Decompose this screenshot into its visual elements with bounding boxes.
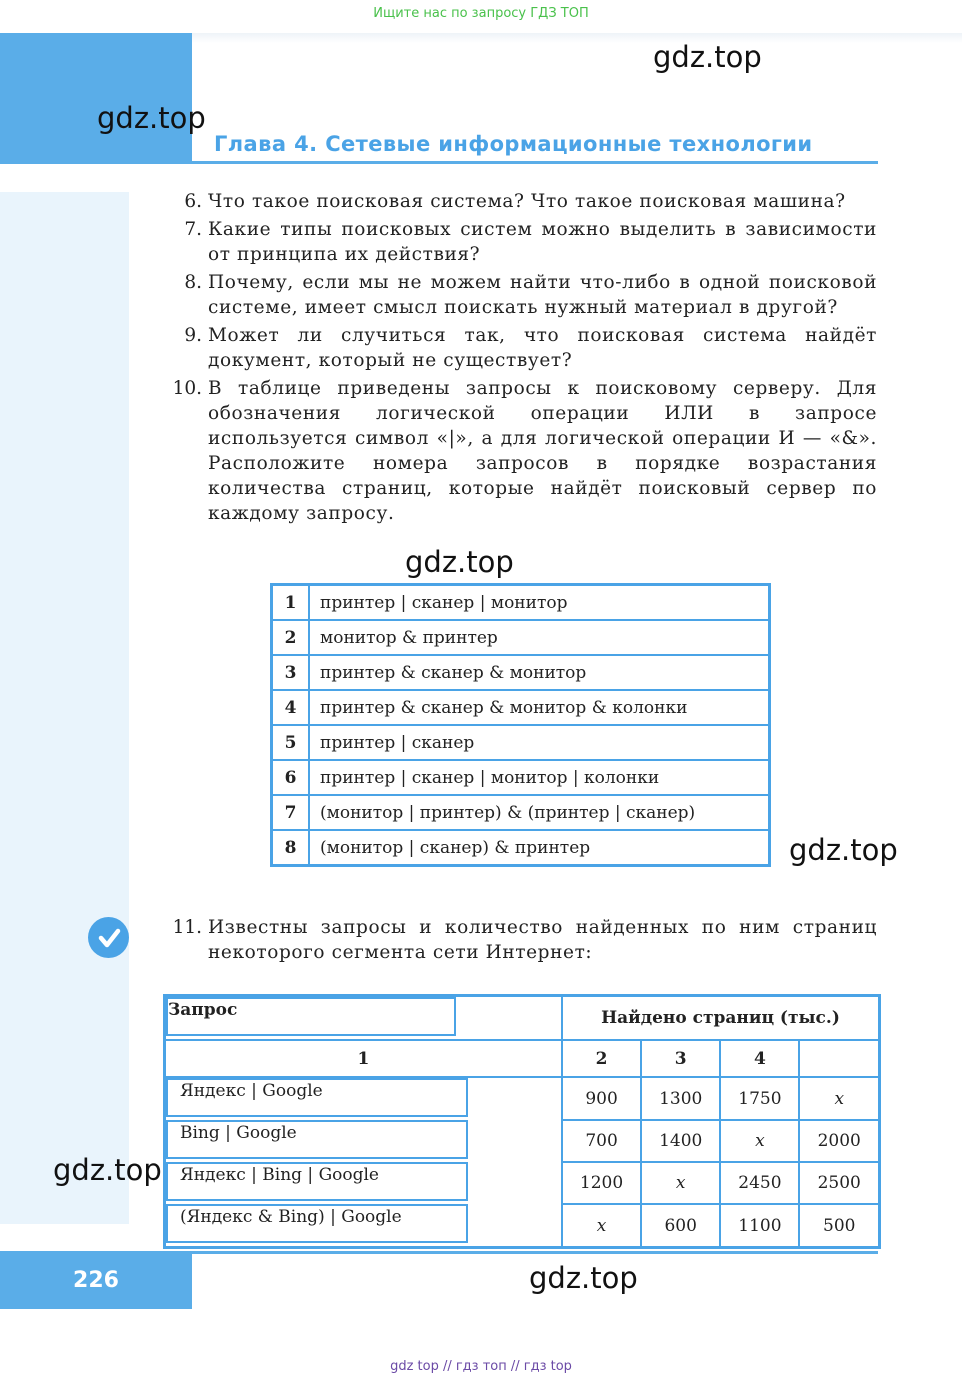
value-cell: x — [562, 1204, 641, 1248]
value-cell: x — [799, 1077, 879, 1120]
value-cell: 1200 — [562, 1162, 641, 1204]
column-header: 3 — [641, 1040, 720, 1077]
question-text: В таблице приведены запросы к поисковому серверу. Для обозначения логической операции ИЛИ в запросе используется символ «|», а для логической операции И — «&». Расположите номера запросов в порядке возрастания количества страниц, которые найдёт поисковый сервер по каждому запросу. — [208, 378, 877, 524]
value-cell: 1750 — [720, 1077, 799, 1120]
question-text: Какие типы поисковых систем можно выделить в зависимости от принципа их действия? — [208, 219, 877, 265]
row-number: 2 — [272, 620, 310, 655]
row-number: 1 — [272, 585, 310, 621]
query-cell: монитор & принтер — [309, 620, 770, 655]
table-row — [272, 655, 770, 690]
table-header-row — [165, 1040, 880, 1077]
footer-text: gdz top // гдз топ // гдз top — [390, 1359, 572, 1374]
header-shadow — [192, 33, 962, 43]
value-cell: 900 — [562, 1077, 641, 1120]
question-number: 9. — [184, 325, 202, 346]
watermark: gdz.top — [97, 101, 206, 135]
queries-table — [270, 583, 771, 867]
question — [160, 189, 877, 214]
value-cell: x — [641, 1162, 720, 1204]
footer-rule — [192, 1251, 878, 1254]
row-number: 8 — [272, 830, 310, 866]
value-cell: 2450 — [720, 1162, 799, 1204]
top-banner: Ищите нас по запросу ГДЗ ТОП — [373, 6, 589, 21]
query-cell: принтер | сканер | монитор | колонки — [309, 760, 770, 795]
value-cell: 2500 — [799, 1162, 879, 1204]
query-cell: (монитор | принтер) & (принтер | сканер) — [309, 795, 770, 830]
row-number: 6 — [272, 760, 310, 795]
watermark: gdz.top — [653, 40, 762, 74]
query-cell: принтер & сканер & монитор & колонки — [309, 690, 770, 725]
question-number: 7. — [184, 219, 202, 240]
question-number: 6. — [184, 191, 202, 212]
table-row — [272, 620, 770, 655]
value-cell: 1300 — [641, 1077, 720, 1120]
query-cell: Bing | Google — [166, 1120, 468, 1159]
value-cell: 700 — [562, 1120, 641, 1162]
question-11 — [160, 915, 877, 968]
table-header-row — [165, 996, 880, 1041]
question — [160, 915, 877, 965]
table-row — [272, 830, 770, 866]
table-row — [272, 690, 770, 725]
question-number: 10. — [172, 378, 202, 399]
chapter-rule — [192, 161, 878, 164]
watermark: gdz.top — [405, 545, 514, 579]
found-header: Найдено страниц (тыс.) — [562, 996, 880, 1041]
question-text: Почему, если мы не можем найти что-либо в одной поисковой системе, имеет смысл поискать нужный материал в другой? — [208, 272, 877, 318]
row-number: 4 — [272, 690, 310, 725]
question-text: Может ли случиться так, что поисковая система найдёт документ, который не существует? — [208, 325, 877, 371]
value-cell: 1400 — [641, 1120, 720, 1162]
question — [160, 376, 877, 526]
watermark: gdz.top — [789, 833, 898, 867]
row-number: 5 — [272, 725, 310, 760]
value-cell: 500 — [799, 1204, 879, 1248]
questions-list — [160, 189, 877, 529]
table-row — [272, 795, 770, 830]
row-number: 3 — [272, 655, 310, 690]
value-cell: 600 — [641, 1204, 720, 1248]
table-row — [165, 1204, 880, 1248]
query-cell: (Яндекс & Bing) | Google — [166, 1204, 468, 1243]
column-header: 1 — [165, 1040, 562, 1077]
table-row — [272, 725, 770, 760]
watermark: gdz.top — [53, 1153, 162, 1187]
column-header: 4 — [720, 1040, 799, 1077]
header-color-block — [0, 33, 192, 164]
table-row — [272, 585, 770, 621]
row-number: 7 — [272, 795, 310, 830]
side-strip — [0, 192, 129, 1224]
column-header: 2 — [562, 1040, 641, 1077]
table-row — [165, 1120, 880, 1162]
question-number: 8. — [184, 272, 202, 293]
question — [160, 217, 877, 267]
query-cell: Яндекс | Bing | Google — [166, 1162, 468, 1201]
question — [160, 270, 877, 320]
question-number: 11. — [172, 917, 202, 938]
value-cell: x — [720, 1120, 799, 1162]
question-text: Что такое поисковая система? Что такое поисковая машина? — [208, 191, 846, 212]
query-cell: принтер | сканер | монитор — [309, 585, 770, 621]
question — [160, 323, 877, 373]
query-cell: (монитор | сканер) & принтер — [309, 830, 770, 866]
query-cell: принтер | сканер — [309, 725, 770, 760]
question-text: Известны запросы и количество найденных по ним страниц некоторого сегмента сети Интернет: — [208, 917, 877, 963]
query-header: Запрос — [166, 997, 456, 1036]
table-row — [165, 1077, 880, 1120]
table-row — [272, 760, 770, 795]
value-cell: 2000 — [799, 1120, 879, 1162]
page-number: 226 — [0, 1251, 192, 1309]
query-cell: принтер & сканер & монитор — [309, 655, 770, 690]
table-row — [165, 1162, 880, 1204]
chapter-title: Глава 4. Сетевые информационные технологии — [214, 132, 813, 156]
query-cell: Яндекс | Google — [166, 1078, 468, 1117]
value-cell: 1100 — [720, 1204, 799, 1248]
pages-table — [163, 994, 881, 1249]
watermark: gdz.top — [529, 1261, 638, 1295]
checkmark-icon — [88, 917, 129, 958]
